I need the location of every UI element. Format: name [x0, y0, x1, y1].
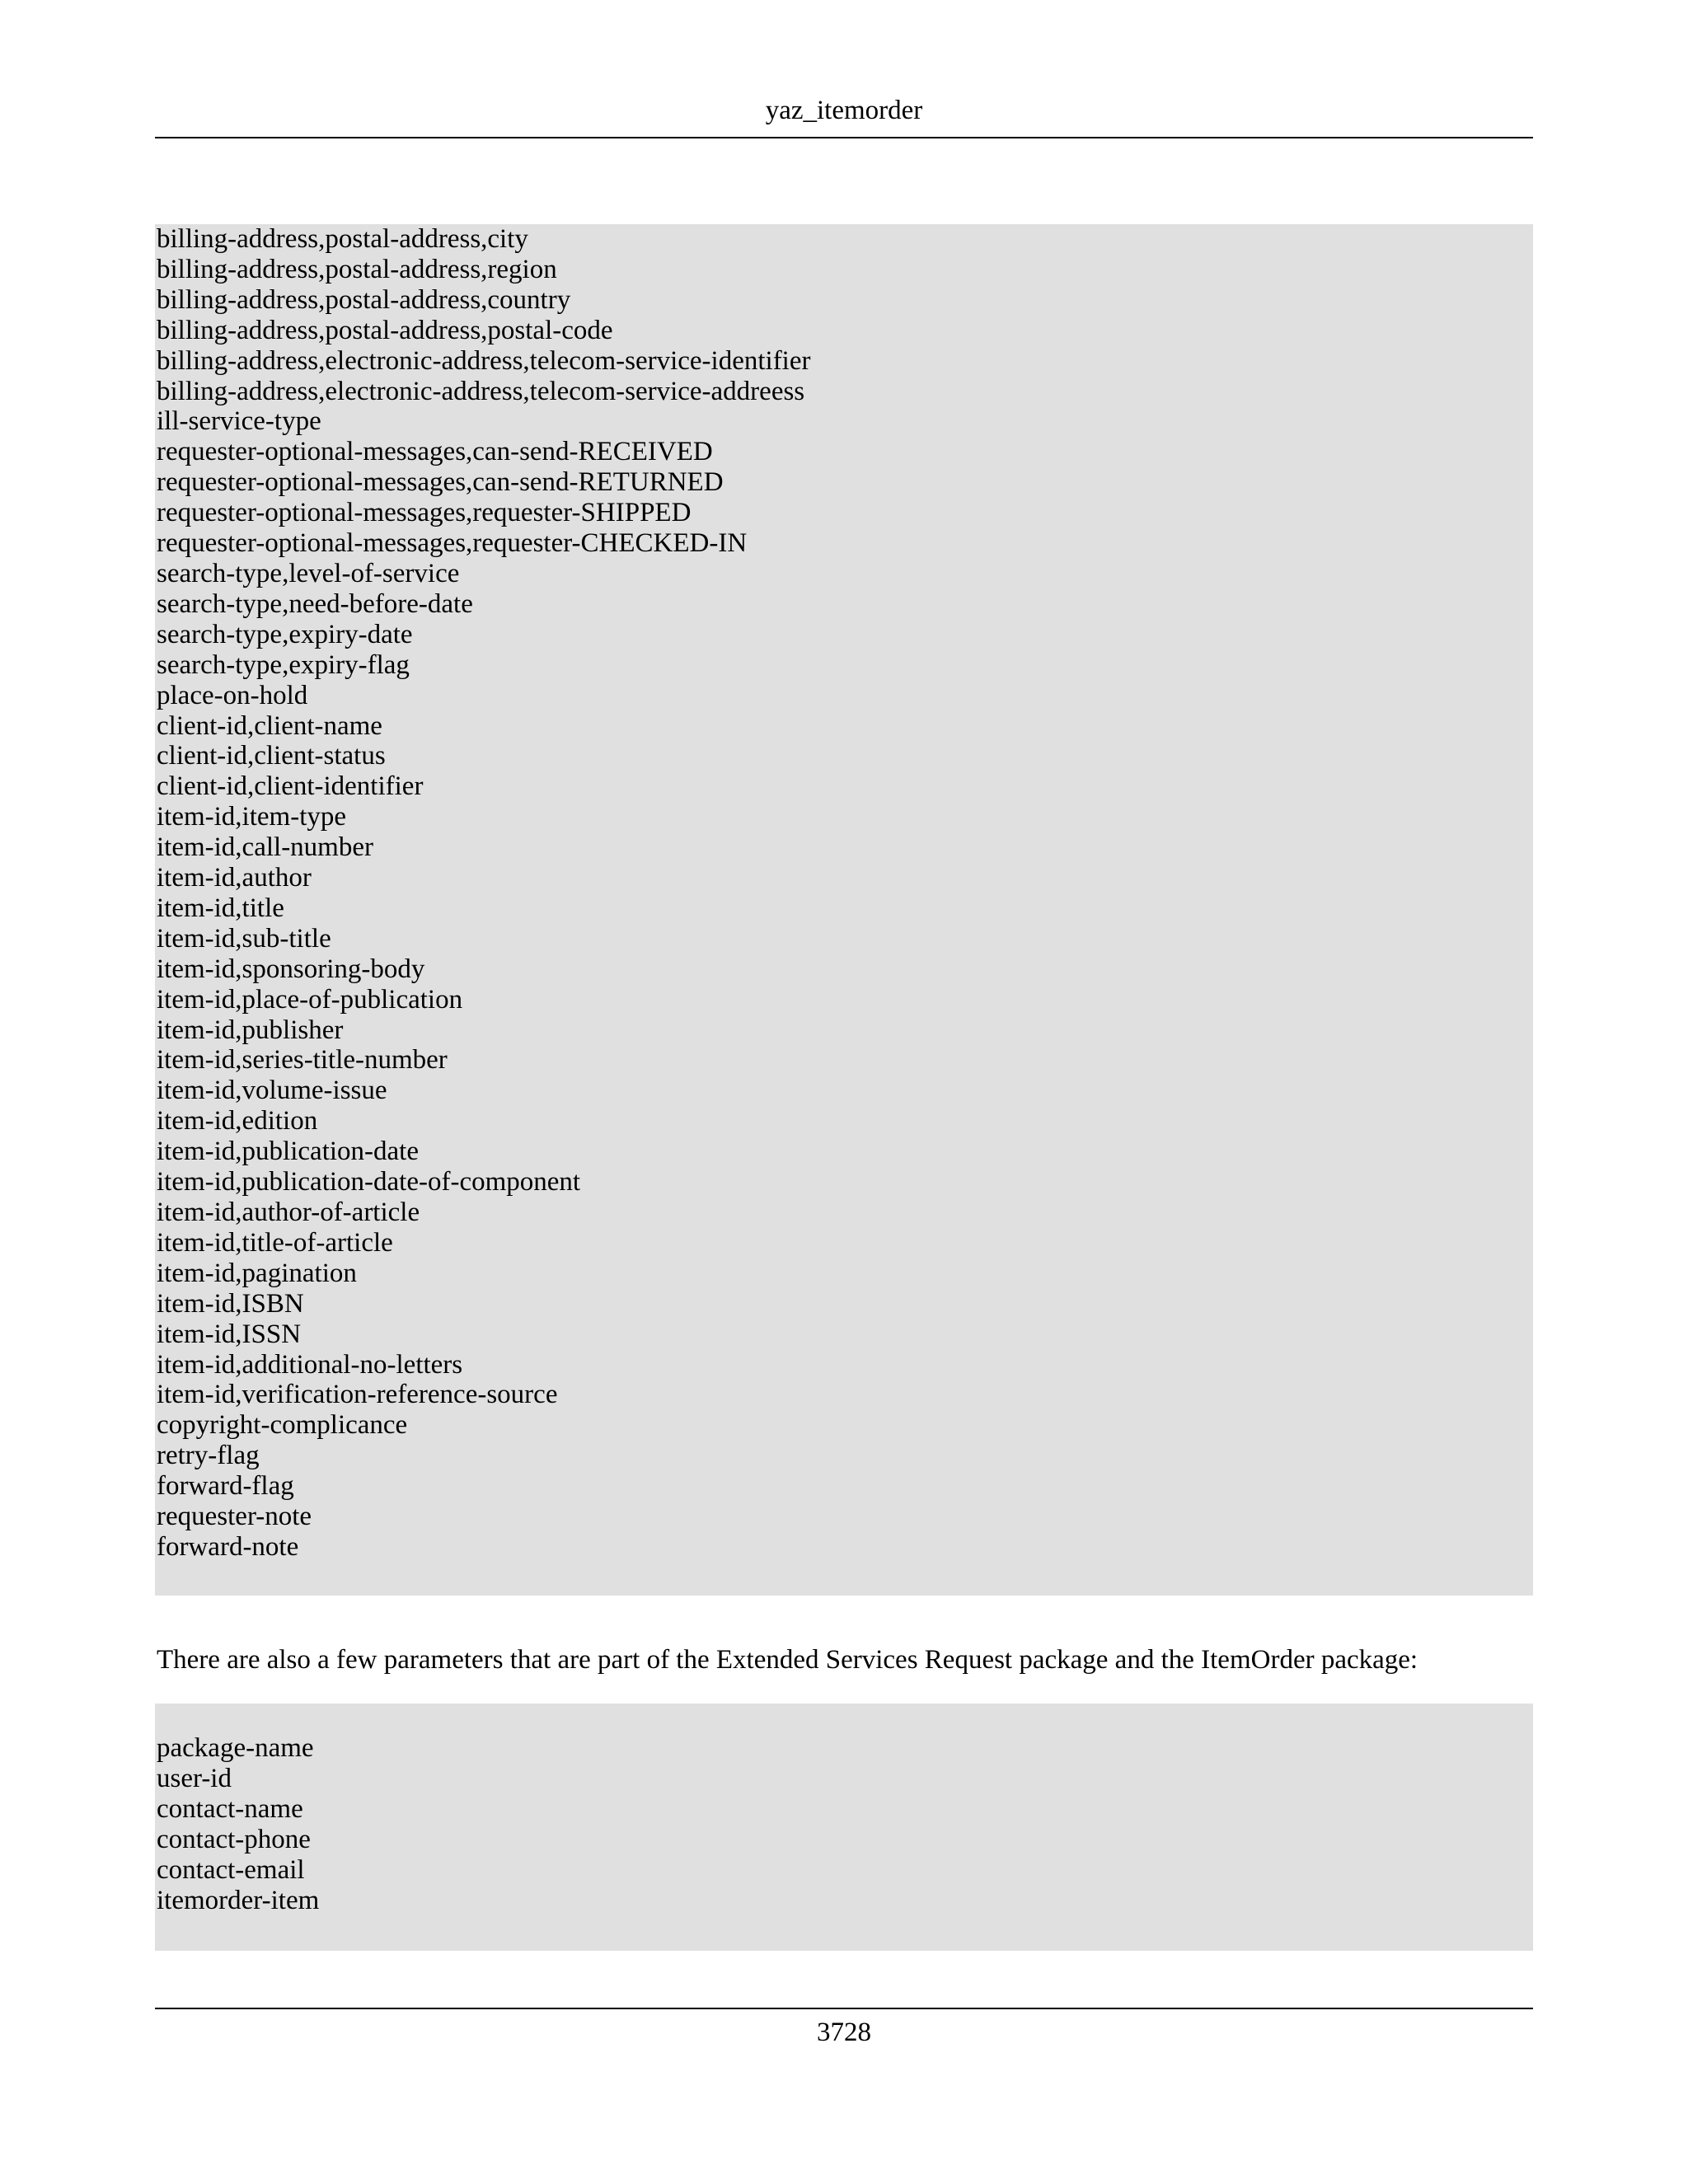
code-line: search-type,level-of-service: [157, 558, 460, 588]
code-line: item-id,ISSN: [157, 1319, 302, 1349]
code-line: item-id,edition: [157, 1106, 318, 1137]
code-line: user-id: [157, 1763, 232, 1793]
code-line: billing-address,postal-address,region: [157, 254, 557, 284]
code-line: item-id,publisher: [157, 1015, 344, 1045]
code-line: ill-service-type: [157, 406, 321, 437]
body-paragraph: There are also a few parameters that are part of the Extended Services Request package and the ItemOrder package:: [157, 1645, 1418, 1675]
code-line: item-id,ISBN: [157, 1288, 304, 1319]
code-line: item-id,volume-issue: [157, 1076, 387, 1106]
code-line: forward-note: [157, 1531, 299, 1562]
code-line: place-on-hold: [157, 680, 308, 710]
code-line: billing-address,postal-address,city: [157, 224, 528, 254]
code-line: package-name: [157, 1733, 314, 1763]
code-line: search-type,expiry-date: [157, 619, 413, 649]
code-line: contact-phone: [157, 1824, 311, 1854]
code-line: item-id,author-of-article: [157, 1197, 420, 1227]
code-line: item-id,item-type: [157, 802, 347, 832]
code-line: requester-optional-messages,requester-SHIPPED: [157, 498, 692, 528]
header-rule: [155, 137, 1533, 138]
code-line: retry-flag: [157, 1441, 260, 1471]
code-line: item-id,call-number: [157, 832, 373, 863]
code-line: item-id,publication-date: [157, 1137, 419, 1167]
code-line: item-id,title: [157, 893, 284, 923]
code-line: billing-address,electronic-address,telecom-service-addreess: [157, 376, 805, 406]
code-line: item-id,verification-reference-source: [157, 1380, 558, 1410]
code-line: copyright-complicance: [157, 1410, 408, 1441]
code-line: client-id,client-identifier: [157, 771, 424, 802]
code-line: requester-note: [157, 1502, 312, 1532]
code-line: contact-email: [157, 1854, 305, 1885]
page-number: 3728: [817, 2018, 871, 2047]
running-header: yaz_itemorder: [765, 96, 923, 125]
code-line: contact-name: [157, 1793, 303, 1824]
code-line: item-id,publication-date-of-component: [157, 1167, 581, 1197]
code-line: billing-address,postal-address,postal-code: [157, 315, 613, 345]
code-line: item-id,author: [157, 863, 312, 893]
code-line: itemorder-item: [157, 1885, 320, 1915]
code-line: item-id,place-of-publication: [157, 984, 463, 1015]
code-line: requester-optional-messages,can-send-RECEIVED: [157, 437, 713, 467]
code-line: requester-optional-messages,can-send-RETURNED: [157, 467, 724, 498]
code-line: item-id,sponsoring-body: [157, 954, 425, 984]
code-line: item-id,series-title-number: [157, 1045, 448, 1076]
code-line: search-type,expiry-flag: [157, 649, 410, 680]
code-line: requester-optional-messages,requester-CHECKED-IN: [157, 528, 748, 559]
parameter-list-block: [155, 224, 1533, 1596]
code-line: billing-address,electronic-address,telecom-service-identifier: [157, 345, 811, 376]
package-parameter-list-block: [155, 1704, 1533, 1951]
code-line: forward-flag: [157, 1471, 294, 1502]
code-line: item-id,pagination: [157, 1258, 357, 1288]
code-line: item-id,title-of-article: [157, 1227, 393, 1258]
code-line: item-id,sub-title: [157, 923, 331, 954]
code-line: client-id,client-status: [157, 741, 386, 771]
footer-rule: [155, 2008, 1533, 2009]
code-line: search-type,need-before-date: [157, 588, 473, 619]
code-line: item-id,additional-no-letters: [157, 1349, 463, 1380]
code-line: client-id,client-name: [157, 710, 382, 741]
code-line: billing-address,postal-address,country: [157, 284, 571, 315]
